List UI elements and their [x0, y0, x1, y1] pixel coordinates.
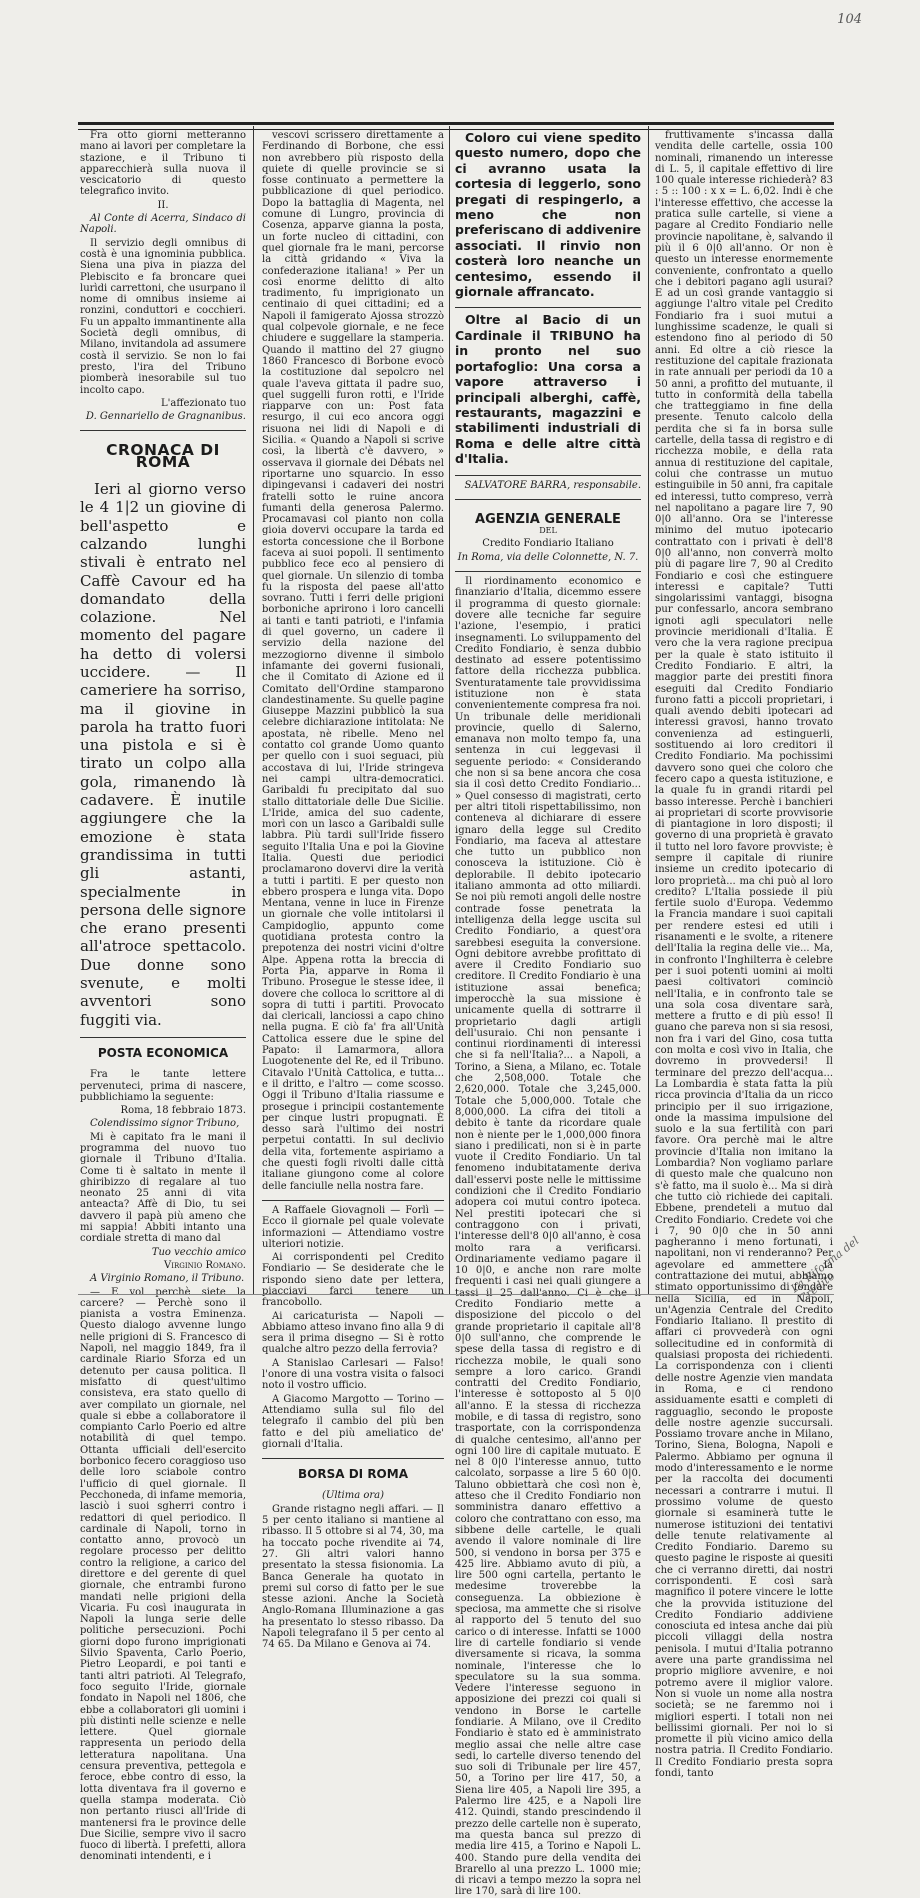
- posta-sign-line: Tuo vecchio amico: [151, 1246, 246, 1258]
- portfolio-notice: Oltre al Bacio di un Cardinale il TRIBUNO ha in pronto nel suo portafoglio: Una corsa a vapore attraverso i principali alberghi, caffè, restaurants, magazzini e stabilimenti industriali di Roma e delle altre città d'Italia.: [455, 312, 641, 467]
- cronaca-heading: CRONACA DI ROMA: [106, 441, 220, 471]
- subscription-notice: Coloro cui viene spedito questo numero, dopo che ci avranno usata la cortesia di leggerlo, sono pregati di respingerlo, a meno che non preferiscano di addivenire associati. Il rinvio non costerà loro neanche un centesimo, essendo il giornale affrancato.: [455, 130, 641, 300]
- column-2: [262, 130, 444, 1651]
- reply-body: — E vol perchè siete la carcere? — Perchè sono il pianista a vostra Eminenza. Questo dialogo avvenne lungo nelle prigioni di S. Francesco di Napoli, nel maggio 1849, fra il cardinale Riario Sforza ed un detenuto per causa politica. Il misfatto di quest'ultimo consisteva, era stato quello di aver compilato un giornale, nel quale si ebbe a collaboratore il compianto Carlo Poerio ed altre notabilità di quel tempo. Ottanta ufficiali dell'esercito borbonico fecero coraggioso uso delle loro sciabole contro l'ufficio di quel giornale. Il Pecchoneda, di infame memoria, lasciò i suoi sgherri contro i redattori di quel periodico. Il cardinale di Napoli, torno in contatto anno, provocò un regolare processo per delitto contro la religione, a carico del direttore e del gerente di quel giornale, che entrambi furono mandati nelle prigioni della Vicaria. Fu così inaugurata in Napoli la lunga serie delle politiche persecuzioni. Pochi giorni dopo furono imprigionati Silvio Spaventa, Carlo Poerio, Pietro Leopardi, e poi tanti e tanti altri patrioti. Al Telegrafo, foco seguito l'Iride, giornale fondato in Napoli nel 1806, che ebbe a collaboratori gli uomini i più distinti nelle scienze e nelle lettere. Quel giornale rappresenta un periodo della letteratura napolitana. Una censura preventiva, pettegola e feroce, ebbe contro di esso, la lotta diventava fra il governo e quella stampa moderata. Ciò non pertanto riusci all'Iride di mantenersi fra le province delle Due Sicilie, sempre vivo il sacro fuoco di libertà. I prefetti, allora denominati intendenti, e i: [80, 1286, 246, 1863]
- column-divider: [253, 126, 254, 1294]
- column-4: [655, 130, 833, 1780]
- notice-margotto: A Giacomo Margotto — Torino — Attendiamo sulla sul filo del telegrafo il cambio del più ben fatto e del più ameliatico de' giornali d'Italia.: [262, 1393, 444, 1450]
- posta-sign-name: Virginio Romano.: [164, 1259, 246, 1271]
- reply-heading: A Virginio Romano, il Tribuno.: [90, 1273, 245, 1285]
- column-divider: [449, 126, 450, 1294]
- column-divider: [648, 126, 649, 1294]
- agenzia-address: In Roma, via delle Colonnette, N. 7.: [457, 551, 639, 563]
- article-continuation: vescovi scrissero direttamente a Ferdinando di Borbone, che essi non avrebbero più risposto della quiete di quelle provincie se si fosse continuato a permettere la pubblicazione di quel periodico. Dopo la battaglia di Magenta, nel comune di Lungro, provincia di Cosenza, apparve gianna la posta, un forte nucleo di cittadini, con quel giornale fra le mani, percorse la città gridando « Viva la confederazione italiana! » Per un così enorme delitto di alto tradimento, fu imprigionato un centinaio di quei cittadini; ed a Napoli il famigerato Ajossa strozzò qual colpevole giornale, e ne fece chiudere e suggellare la stamperia. Quando il mattino del 27 giugno 1860 Francesco di Borbone evocò la costituzione dal sepolcro nel quale l'aveva gittata il padre suo, quel suggelli furon rotti, e l'Iride riapparve con un: Post fata resurgo, il cui eco ancora oggi risuona nei lidi di Napoli e di Sicilia. « Quando a Napoli si scrive così, la libertà c'è davvero, » osservava il giornale dei Débats nel riportarne uno squarcio. In esso dipingevansi i cadaveri dei nostri fratelli sotto le ruine ancora fumanti della generosa Palermo. Procamavasi col pianto non colla gioia dovervi occupare la tarda ed estorta concessione che il Borbone faceva ai suoi popoli. Il sentimento pubblico fece eco al pensiero di quel giornale. Un silenzio di tomba fu la risposta del paese all'atto sovrano. Tutti i ferri delle prigioni borboniche aprirono i loro cancelli ai tanti e tanti patrioti, e l'infamia di quel governo, un cadere il servizio della nazione del mezzogiorno divenne il simbolo infamante dei governi fusionali, che il Comitato di Azione ed il Comitato dell'Ordine stamparono clandestinamente. Su quelle pagine Giuseppe Mazzini pubblicò la sua celebre dichiarazione intitolata: Ne apostata, nè ribelle. Meno nel contatto col grande Uomo quanto per quello con i suoi seguaci, più accostava di lui, l'Iride stringeva nei campi ultra-democratici. Garibaldi fu precipitato dal suo stallo dittatoriale delle Due Sicilie. L'Iride, amica del suo cadente, morì con un lasco a Garibaldi sulle labbra. Più tardi sull'Iride fissero seguito l'Italia Una e poi la Giovine Italia. Questi due periodici proclamarono dovervi dire la verità a tutti i partiti. E per questo non ebbero prospera e lunga vita. Dopo Mentana, venne in luce in Firenze un giornale che volle intitolarsi il Campidoglio, appunto come quotidiana protesta contro la prepotenza dei nostri vicini d'oltre Alpe. Appena rotta la breccia di Porta Pia, apparve in Roma il Tribuno. Prosegue le stesse idee, il dovere che colloca lo scrittore al di sopra di tutti i partiti. Provocato dai clericali, lanciossi a capo chino nella pugna. E ciò fa' fra all'Unità Cattolica essere due le spine del Papato: il Lamarmora, allora Luogotenente del Re, ed il Tribuno. Citavalo l'Unità Cattolica, e tutta... e il dritto, e l'altro — come scosso. Oggi il Tribuno d'Italia riassume e prosegue i principii costantemente per cinque lustri propugnati. È desso sarà l'ultimo dei nostri perpetui contatti. In sul declivio della vita, fortemente aspiriamo a che questi fogli rivolti dalle città italiane giungono come al colore delle fanciulle nella nostra fare.: [262, 130, 444, 1192]
- section-divider: [262, 1200, 444, 1201]
- section-divider: [80, 1037, 246, 1038]
- notice-caricaturista: Ai caricaturista — Napoli — Abbiamo atteso invano fino alla 9 di sera il prima disegno — Si è rotto qualche altro pezzo della ferrovia?: [262, 1310, 444, 1356]
- section-divider: [455, 475, 641, 476]
- agenzia-credito: Credito Fondiario Italiano: [482, 538, 614, 550]
- section-divider: [455, 307, 641, 308]
- posta-letter: Mi è capitato fra le mani il programma del nuovo tuo giornale il Tribuno d'Italia. Come ti è saltato in mente il ghiribizzo di regalare al tuo neonato 25 anni di vita anteacta? Affè di Dio, tu sei davvero il papà più ameno che mi sappia! Abbiti intanto una cordiale stretta di mano dal: [80, 1131, 246, 1245]
- section-divider: [80, 430, 246, 431]
- cronaca-article: Ieri al giorno verso le 4 1|2 un giovine di bell'aspetto e calzando lunghi stivali è entrato nel Caffè Cavour ed ha domandato della colazione. Nel momento del pagare ha detto di volersi uccidere. — Il cameriere ha sorriso, ma il giovine in parola ha tratto fuori una pistola e si è tirato un colpo alla gola, rimanendo là cadavere. È inutile aggiungere che la emozione è stata grandissima in tutti gli astanti, specialmente in persona delle signore che erano presenti all'atroce spettacolo. Due donne sono svenute, e molti avventori sono fuggiti via.: [80, 480, 246, 1029]
- letter-body: Il servizio degli omnibus di costà è una ignominia pubblica. Siena una piva in piazza del Plebiscito e fa broncare quei lurìdi carrettoni, che usurpano il nome di omnibus insieme ai ronzini, conduttori e cocchieri. Fu un appalto immantinente alla Società degli omnibus, di Milano, invitandola ad assumere costà il servizio. Se non lo fai presto, l'ira del Tribuno piomberà inesorabile sul tuo incolto capo.: [80, 237, 246, 396]
- agenzia-del: DEL: [539, 526, 557, 536]
- library-stamp: La Riforma del Credito: [788, 1234, 862, 1306]
- top-rule: [78, 122, 834, 130]
- letter-closing: L'affezionato tuo: [161, 397, 246, 409]
- agenzia-article: Il riordinamento economico e finanziario d'Italia, dicemmo essere il programma di questo giornale: dovere alle tecniche far seguire l'azione, l'esempio, i pratici insegnamenti. Lo sviluppamento del Credito Fondiario, è senza dubbio destinato ad essere potentissimo fattore della ricchezza pubblica. Sventuratamente tale provvidissima istituzione non è stata convenientemente compresa fra noi. Un tribunale delle meridionali provincie, quello di Salerno, emanava non molto tempo fa, una sentenza in cui leggevasi il seguente periodo: « Considerando che non si sa bene ancora che cosa sia il così detto Credito Fondiario... » Quel consesso di magistrati, certo per altri titoli rispettabilissimo, non conteneva al dichiarare di essere ignaro della legge sul Credito Fondiario, ma faceva al attestare che tutto un pubblico non conosceva la istituzione. Ciò è deplorabile. Il debito ipotecario italiano ammonta ad otto miliardi. Se noi più remoti angoli delle nostre contrade fosse penetrata la intelligenza della legge uscita sul Credito Fondiario, a quest'ora sarebbesi eseguita la conversione. Ogni debitore avrebbe profittato di avere il Credito Fondiario suo creditore. Il Credito Fondiario è una istituzione assai benefica; imperocchè la sua missione è unicamente quella di sottrarre il proprietario dagli artigli dell'usuraio. Chi non pensante i continui riordinamenti di interessi che si fa nell'Italia?... a Napoli, a Torino, a Siena, a Milano, ec. Totale che 2,508,000. Totale che 2,620,000. Totale che 3,245,000. Totale che 5,000,000. Totale che 8,000,000. La cifra dei titoli a debito è tante da ricordare quale non è niente per le 1,000,000 finora siano i predilicati, non si è in parte vuote il Credito Fondiario. Un tal fenomeno indubitatamente deriva dall'esservi poste nelle le mittissime condizioni che il Credito Fondiario adopera coi mutui contro ipoteca. Nel prestiti ipotecari che si contraggono con i privati, l'interesse dell'8 0|0 all'anno, è cosa molto rara a verificarsi. Ordinariamente vediamo pagare il 10 0|0, e anche non rare molte frequenti i casi nei quali giungere a tassi il 25 dall'anno. Ci è che il Credito Fondiario mette a disposizione del piccolo o del grande proprietario il capitale all'8 0|0 sull'anno, che comprende le spese della tassa di registro e di ricchezza mobile, le quali sono sempre a loro carico. Grandi contratti del Credito Fondiario, l'interesse è sottoposto al 5 0|0 all'anno. E la stessa di ricchezza mobile, e di tassa di registro, sono trasportate, con la corrispondenza di qualche centesimo, all'anno per ogni 100 lire di capitale mutuato. E nel 8 0|0 l'interesse annuo, tutto calcolato, sorpasse a lire 5 60 0|0. Taluno obbiettarà che così non è, atteso che il Credito Fondiario non somministra danaro effettivo a coloro che contrattano con esso, ma sibbene delle cartelle, le quali avendo il valore nominale di lire 500, si vendono in borsa per 375 e 425 lire. Abbiamo avuto di più, a lire 500 ogni cartella, pertanto le medesime troverebbe la conseguenza. La obbiezione è speciosa, ma ammette che si risolve al rapporto del 5 tenuto del suo carico o di interesse. Infatti se 1000 lire di cartelle fondiario si vende diversamente si ricava, la somma nominale, l'interesse che lo speculatore su la sua somma. Vedere l'interesse seguono in apposizione dei prezzi coi quali si vendono in Borse le cartelle fondiarie. A Milano, ove il Credito Fondiario è stato ed è amministrato meglio assai che nelle altre case sedi, lo cartelle diverso tenendo del suo soli di Tribunale per lire 457, 50, a Torino per lire 417, 50, a Siena lire 405, a Napoli lire 395, a Palermo lire 425, e a Napoli lire 412. Quindi, stando prescindendo il prezzo delle cartelle non è superato, ma questa banca sul prezzo di media lire 415, a Torino e Napoli L. 400. Stando pure della vendita dei Brarello al una prezzo L. 1000 mie; di ricavi a tempo mezzo la sopra nel lire 170, sarà di lire 100.: [455, 576, 641, 1898]
- borsa-subheading: (Ultima ora): [321, 1490, 385, 1502]
- posta-date: Roma, 18 febbraio 1873.: [120, 1105, 246, 1117]
- section-divider: [262, 1458, 444, 1459]
- letter-signature: D. Gennariello de Gragnanibus.: [85, 411, 246, 423]
- section-number: II.: [157, 199, 169, 211]
- notice-carlesari: A Stanislao Carlesari — Falso! l'onore di una vostra visita o falsoci noto il vostro ufficio.: [262, 1357, 444, 1392]
- letter-addressee: Al Conte di Acerra, Sindaco di Napoli.: [80, 213, 246, 236]
- borsa-heading: BORSA DI ROMA: [298, 1467, 408, 1482]
- bottom-edge: [78, 1294, 834, 1296]
- borsa-report: Grande ristagno negli affari. — Il 5 per cento italiano si mantiene al ribasso. Il 5 ottobre si al 74, 30, ma ha toccato poche rivendite ai 74, 27. Gli altri valori hanno presentato la stessa fisionomia. La Banca Generale ha quotato in premi sul corso di fatto per le sue stesse azioni. Anche la Società Anglo-Romana Illuminazione a gas ha presentato lo stesso ribasso. Da Napoli telegrafano il 5 per cento al 74 65. Da Milano e Genova ai 74.: [262, 1503, 444, 1651]
- posta-intro: Fra le tante lettere pervenuteci, prima di nascere, pubblichiamo la seguente:: [80, 1069, 246, 1103]
- notice-giovagnoli: A Raffaele Giovagnoli — Forlì — Ecco il giornale pel quale volevate informazioni — Attendiamo vostre ulteriori notizie.: [262, 1204, 444, 1250]
- responsible-editor: SALVATORE BARRA, responsabile.: [464, 479, 641, 491]
- intro-paragraph: Fra otto giorni metteranno mano ai lavori per completare la stazione, e il Tribuno ti apparecchierà sulla nuova il vescicatorio di questo telegrafico invito.: [80, 130, 246, 198]
- notice-credito: Ai corrispondenti pel Credito Fondiario — Se desiderate che le rispondo sieno date per lettera, piacciavi farci tenere un francobollo.: [262, 1252, 444, 1309]
- posta-salutation: Colendissimo signor Tribuno,: [90, 1118, 240, 1130]
- column-1: [80, 130, 246, 1863]
- column-3: [455, 130, 641, 1898]
- section-divider: [455, 571, 641, 572]
- credito-article-continuation: fruttivamente s'incassa dalla vendita delle cartelle, ossia 100 nominali, rimanendo un interesse di L. 5, il capitale effettivo di lire 100 quale interesse richiederà? 83 : 5 :: 100 : x x = L. 6,02. Indi è che l'interesse effettivo, che accesse la pratica sulle cartelle, si viene a pagare al Credito Fondiario nelle provincie napolitane, è, salvando il più il 6 0|0 all'anno. Or non è questo un interesse enormemente conveniente, confrontato a quello che i debitori pagano agli usurai? E ad un così grande vantaggio si aggiunge l'altro vitale pel Credito Fondiario fra i suoi mutui a lunghissime scadenze, le quali si estendono fino al periodo di 50 anni. Ed oltre a ciò riesce la restituzione del capitale frazionata in rate annuali per periodi da 10 a 50 anni, a profitto del mutuante, il tutto in conformità della tabella che tratteggiamo in fine della presente. Tenuto calcolo della perdita che si fa in borsa sulle cartelle, della tassa di registro e di ricchezza mobile, e della rata annua di restituzione del capitale, colui che contrasse un mutuo estinguibile in 50 anni, fra capitale ed interessi, tutto compreso, verrà nel napolitano a pagare lire 7, 90 0|0 all'anno. Ora se l'interesse minimo del mutuo ipotecario contrattato con i privati è dell'8 0|0 all'anno, non converrà molto più di pagare lire 7, 90 al Credito Fondiario e così che estinguere interessi e capitale? Tutti singolarissimi vantaggi, bisogna pur confessarlo, ancora sembrano ignoti agli speculatori nelle provincie meridionali d'Italia. È vero che la vera ragione precipua per la quale è stato istituito il Credito Fondiario. E altri, la maggior parte dei prestiti finora eseguiti dal Credito Fondiario furono fatti a piccoli proprietari, i quali avendo debiti ipotecari ad interessi gravosi, hanno trovato convenienza ad estinguerli, sostituendo ai loro creditori il Credito Fondiario. Ma pochissimi davvero sono quei che coloro che fecero capo a questa istituzione, e la quale fu in grandi ritardi pel basso interesse. Perchè i banchieri ai proprietari di scorte provvisorie di piantagione in loro disposti; il governo di una proprietà è gravato il tutto nel loro favore provviste; è sempre il capitale di riunire insieme un credito ipotecario di loro proprietà... ma chi può al loro credito? L'Italia possiede il più fertile suolo d'Europa. Vedemmo la Francia mandare i suoi capitali per rendere estesi ed utili i risanamenti e le svolte, a ritenere dell'Italia la regina delle vie... Ma, in confronto l'Inghilterra è celebre per i suoi potenti uomini ai molti paesi coltivatori cominciò nell'Italia, e in confronto tale se una sola cosa diventare sarà, mettere a frutto e di più esso! Il guano che pareva non si sia resosi, non fra i vari del Gino, cosa tutta con molta e così vivo in Italia, che dovremo in provvedersi! Il terminare del prezzo dell'acqua... La Lombardia è stata fatta la più ricca provincia d'Italia da un ricco principio per il suo irrigazione, onde la massima impulsione del suolo e la sua fertilità con pari favore. Ora perchè mai le altre provincie d'Italia non imitano la Lombardia? Non vogliamo parlare di questo male che qualcuno non s'è fatto, ma il suolo è... Ma si dirà che tutto ciò richiede dei capitali. Ebbene, prendeteli a mutuo dal Credito Fondiario. Credete voi che i 7, 90 0|0 che in 50 anni pagheranno i meno fortunati, i napolitani, non vi renderanno? Per agevolare ed ammettere la contrattazione dei mutui, abbiamo stimato opportunissimo di fondare nella Sicilia, ed in Napoli, un'Agenzia Centrale del Credito Fondiario Italiano. Il prestito di affari ci provvederà con ogni sollecitudine ed in conformità di qualsiasi proposta dei richiedenti. La corrispondenza con i clienti delle nostre Agenzie vien mandata in Roma, e ci rendono assiduamente esatti e completi di ragguaglio, secondo le proposte delle nostre agenzie succursali. Possiamo trovare anche in Milano, Torino, Siena, Bologna, Napoli e Palermo. Abbiamo per ognuna il modo d'interessamento e le norme per la raccolta dei documenti necessari a contrarre i mutui. Il prossimo volume de questo giornale si esaminerà tutte le numerose istituzioni dei tentativi delle tenute relativamente al Credito Fondiario. Daremo su questo pagine le risposte ai quesiti che ci verranno diretti, dai nostri corrispondenti. E così sarà magnifico il potere vincere le lotte che la provvida istituzione del Credito Fondiario addiviene conosciuta ed intesa anche dai più piccoli villaggi della nostra penisola. I mutui d'Italia potranno avere una parte grandissima nel proprio migliore avvenire, e noi potremo avere il miglior valore. Non si vuole un nome alla nostra società; se ne faremmo noi i migliori esperti. I totali non nei bellissimi giornali. Per noi lo si promette il più vicino amico della nostra patria. Il Credito Fondiario. Il Credito Fondiario presta sopra fondi, tanto: [655, 130, 833, 1780]
- posta-heading: POSTA ECONOMICA: [97, 1045, 229, 1060]
- agenzia-heading: AGENZIA GENERALE: [475, 511, 621, 527]
- section-divider: [455, 499, 641, 500]
- page-number: 104: [837, 12, 862, 27]
